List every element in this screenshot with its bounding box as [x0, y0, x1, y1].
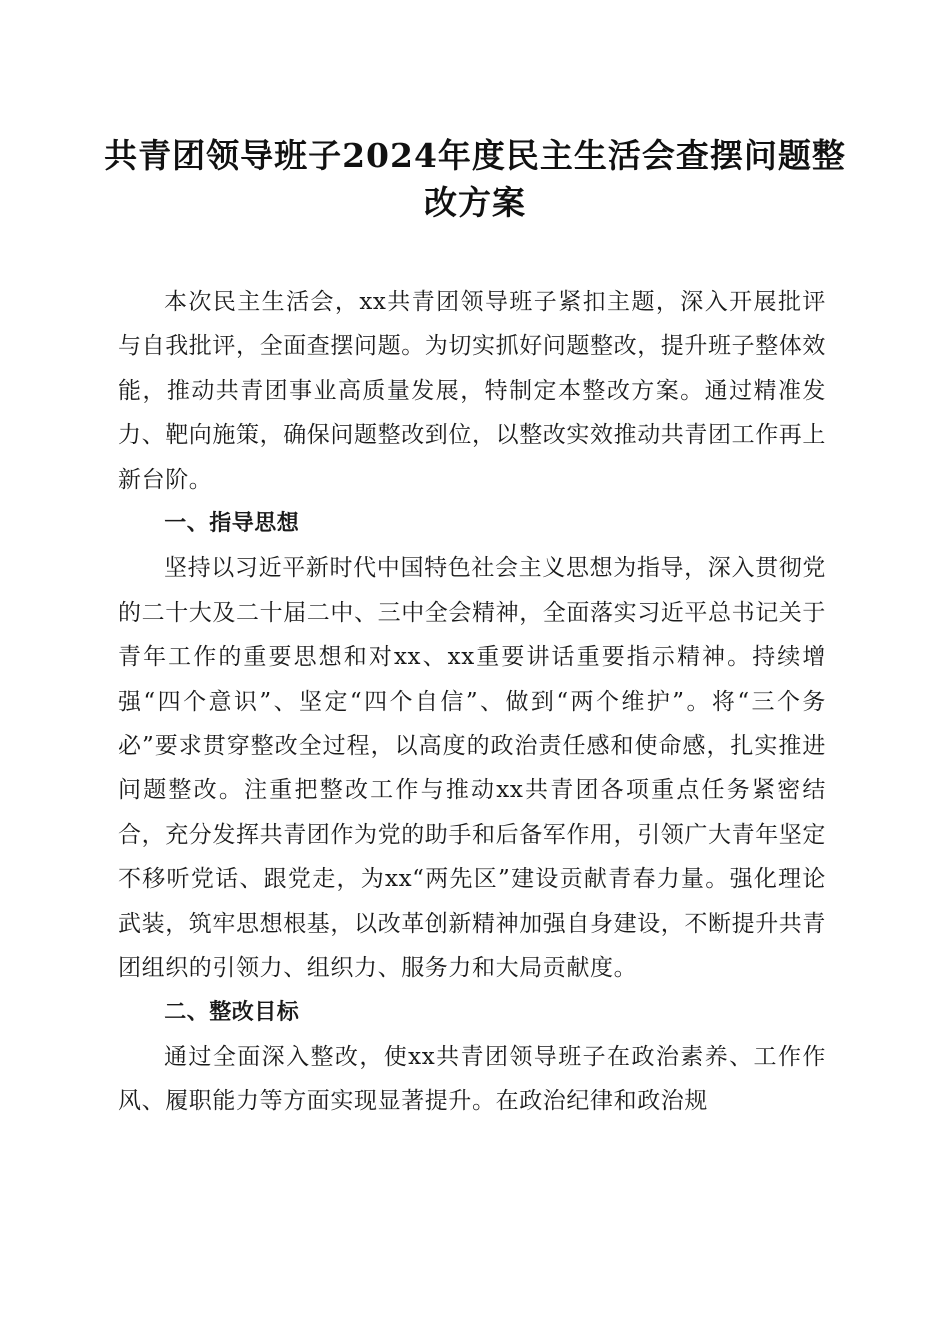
intro-paragraph: 本次民主生活会，xx共青团领导班子紧扣主题，深入开展批评与自我批评，全面查摆问题。为切实抓好问题整改，提升班子整体效能，推动共青团事业高质量发展，特制定本整改方案。通过精准发力、靶向施策，确保问题整改到位，以整改实效推动共青团工作再上新台阶。 — [118, 289, 826, 493]
document-title: 共青团领导班子2024年度民主生活会查摆问题整改方案 — [104, 136, 846, 222]
section-heading-rectification-goals: 二、整改目标 — [164, 999, 300, 1025]
section-paragraph-guiding-ideology: 坚持以习近平新时代中国特色社会主义思想为指导，深入贯彻党的二十大及二十届二中、三中全会精神，全面落实习近平总书记关于青年工作的重要思想和对xx、xx重要讲话重要指示精神。持续增强“四个意识”、坚定“四个自信”、做到“两个维护”。将“三个务必”要求贯穿整改全过程，以高度的政治责任感和使命感，扎实推进问题整改。注重把整改工作与推动xx共青团各项重点任务紧密结合，充分发挥共青团作为党的助手和后备军作用，引领广大青年坚定不移听党话、跟党走，为xx“两先区”建设贡献青春力量。强化理论武装，筑牢思想根基，以改革创新精神加强自身建设，不断提升共青团组织的引领力、组织力、服务力和大局贡献度。 — [118, 555, 826, 982]
section-paragraph-rectification-goals: 通过全面深入整改，使xx共青团领导班子在政治素养、工作作风、履职能力等方面实现显著提升。在政治纪律和政治规 — [118, 1043, 826, 1115]
document-body — [118, 280, 826, 1124]
section-heading-guiding-ideology: 一、指导思想 — [164, 511, 300, 537]
